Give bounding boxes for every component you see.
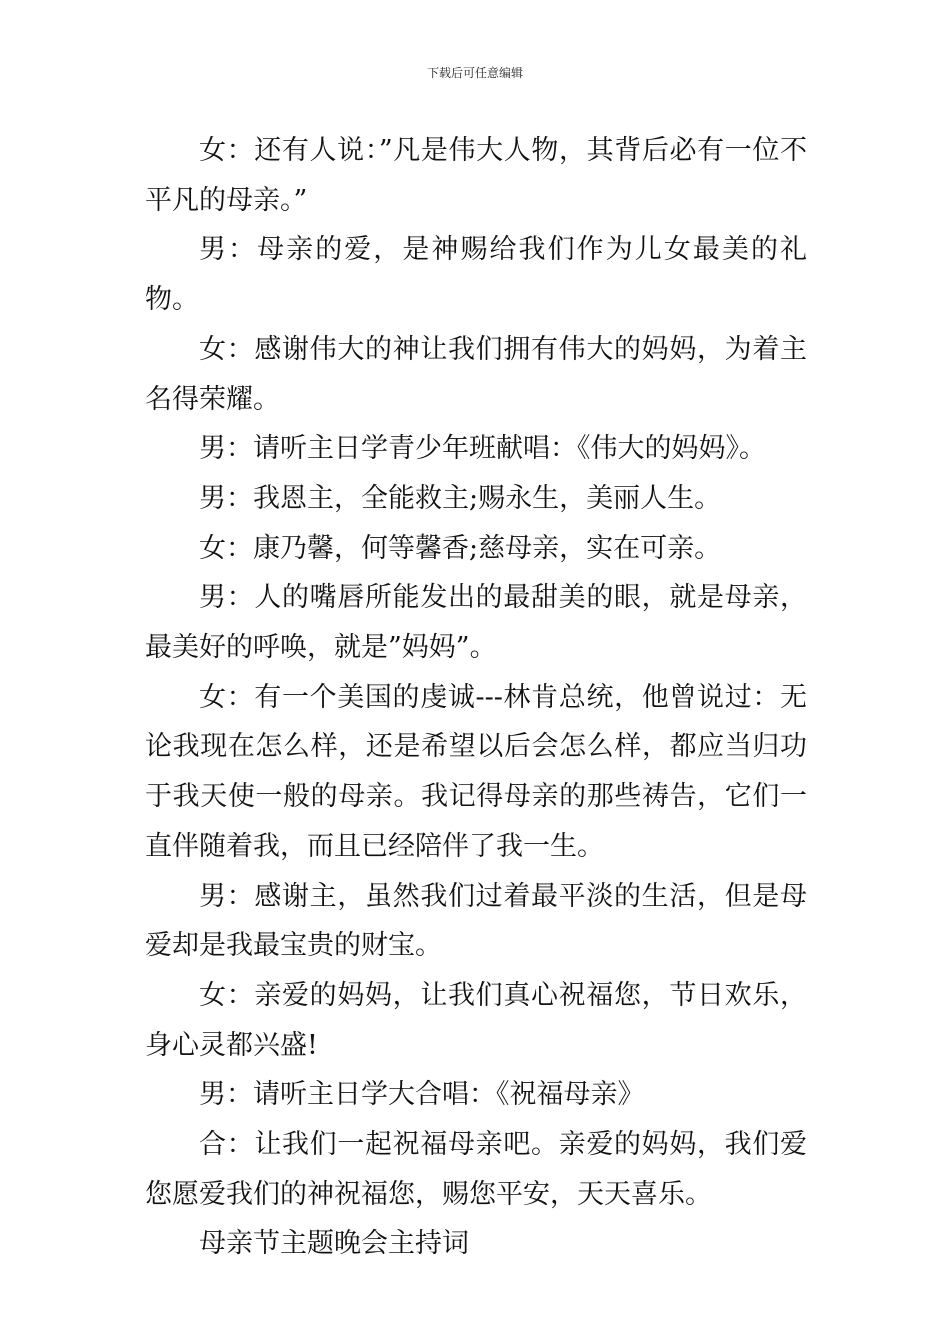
paragraph: 男：我恩主，全能救主;赐永生，美丽人生。 xyxy=(199,482,722,514)
header-note: 下载后可任意编辑 xyxy=(426,66,523,80)
paragraph: 女：有一个美国的虔诚---林肯总统，他曾说过：无论我现在怎么样，还是希望以后会怎么样，都应当归功于我天使一般的母亲。我记得母亲的那些祷告，它们一直伴随着我，而且已经陪伴了我一生。 xyxy=(145,681,807,862)
paragraph: 男：感谢主，虽然我们过着最平淡的生活，但是母爱却是我最宝贵的财宝。 xyxy=(145,880,807,962)
paragraph: 男：母亲的爱，是神赐给我们作为儿女最美的礼物。 xyxy=(145,234,807,316)
paragraph: 男：人的嘴唇所能发出的最甜美的眼，就是母亲，最美好的呼唤，就是”妈妈”。 xyxy=(145,582,807,664)
paragraph: 合：让我们一起祝福母亲吧。亲爱的妈妈，我们爱您愿爱我们的神祝福您，赐您平安，天天喜乐。 xyxy=(145,1129,807,1210)
paragraph: 女：康乃馨，何等馨香;慈母亲，实在可亲。 xyxy=(199,532,722,564)
section-title: 母亲节主题晚会主持词 xyxy=(199,1228,469,1260)
paragraph: 男：请听主日学青少年班献唱：《伟大的妈妈》。 xyxy=(199,433,766,465)
paragraph: 女：感谢伟大的神让我们拥有伟大的妈妈，为着主名得荣耀。 xyxy=(145,333,807,415)
document-body xyxy=(145,126,807,1269)
paragraph: 男：请听主日学大合唱：《祝福母亲》 xyxy=(199,1079,645,1111)
paragraph: 女：亲爱的妈妈，让我们真心祝福您，节日欢乐，身心灵都兴盛! xyxy=(145,979,807,1061)
paragraph: 女：还有人说：”凡是伟大人物，其背后必有一位不平凡的母亲。” xyxy=(145,135,807,216)
